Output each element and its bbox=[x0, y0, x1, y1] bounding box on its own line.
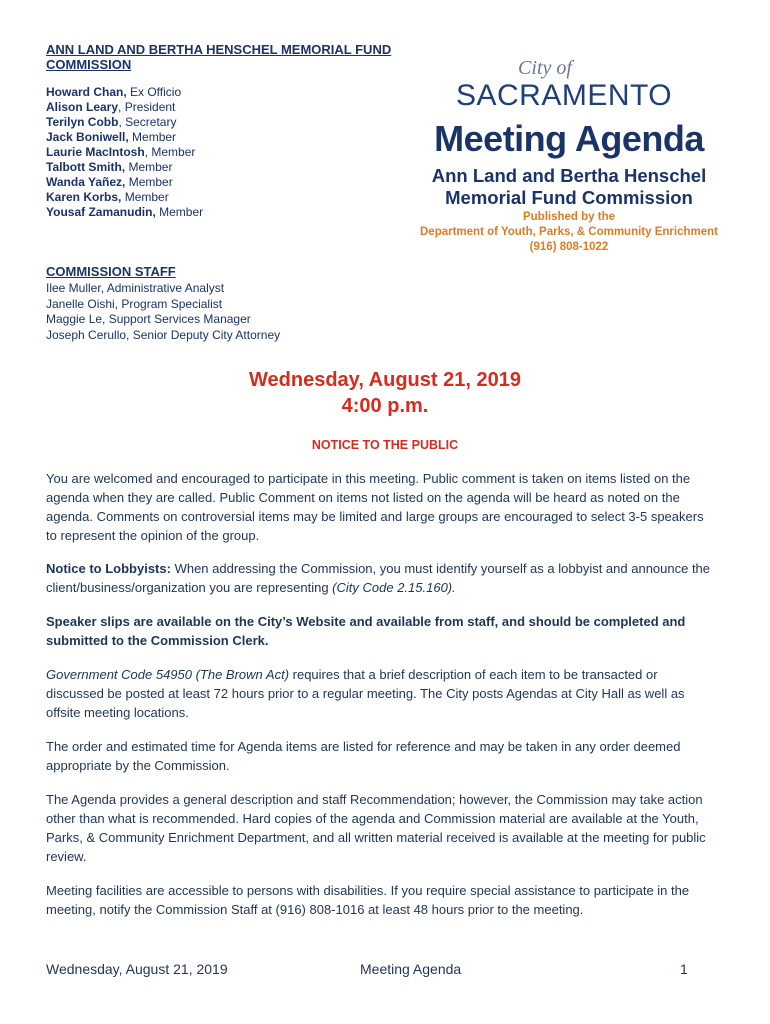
paragraph-description: The Agenda provides a general description and staff Recommendation; however, the Commission may take action other than what is recommended. Hard copies of the agenda and Commission material are available at the Youth, Parks, & Community Enrichment Department, and all written material received is available at the meeting for public review. bbox=[46, 792, 706, 864]
subtitle-line: Ann Land and Bertha Henschel bbox=[431, 165, 707, 186]
subtitle-line: Memorial Fund Commission bbox=[445, 187, 693, 208]
paragraph-brown-act bbox=[46, 665, 716, 722]
paragraph-accessibility: Meeting facilities are accessible to persons with disabilities. If you require special assistance to participate in the meeting, notify the Commission Staff at (916) 808-1016 at least 48 hours prior to the meeting. bbox=[46, 883, 690, 917]
paragraph-speaker-slips bbox=[46, 612, 716, 650]
member-name: Talbott Smith, bbox=[46, 160, 126, 174]
member-role: Member bbox=[125, 175, 173, 189]
published-by: Published by the bbox=[522, 211, 615, 223]
commission-heading: ANN LAND AND BERTHA HENSCHEL MEMORIAL FUND COMMISSION bbox=[46, 42, 392, 72]
member-name: Karen Korbs, bbox=[46, 190, 122, 204]
member-row bbox=[46, 85, 203, 100]
member-row bbox=[46, 100, 203, 115]
city-of-sacramento-logo bbox=[440, 57, 690, 117]
member-row bbox=[46, 205, 203, 220]
staff-item: Ilee Muller, Administrative Analyst bbox=[46, 281, 225, 295]
staff-heading: COMMISSION STAFF bbox=[46, 264, 176, 279]
member-role: Member bbox=[121, 190, 169, 204]
speaker-slips-text: Speaker slips are available on the City’s Website and available from staff, and should be completed and submitted to the Commission Clerk. bbox=[46, 614, 686, 648]
meeting-time: 4:00 p.m. bbox=[341, 395, 429, 417]
member-role: , Secretary bbox=[118, 115, 177, 129]
publisher-block bbox=[380, 210, 758, 255]
lobbyists-code: (City Code 2.15.160). bbox=[332, 580, 456, 595]
member-role: , President bbox=[118, 100, 176, 114]
member-role: Ex Officio bbox=[126, 85, 182, 99]
page-number: 1 bbox=[680, 961, 688, 977]
staff-item: Maggie Le, Support Services Manager bbox=[46, 312, 251, 326]
member-name: Laurie MacIntosh bbox=[46, 145, 145, 159]
member-role: Member bbox=[128, 130, 177, 144]
commission-members-list bbox=[46, 85, 203, 220]
member-role: Member bbox=[155, 205, 204, 219]
member-row bbox=[46, 145, 203, 160]
department-name: Department of Youth, Parks, & Community Enrichment bbox=[420, 226, 718, 238]
lobbyists-text: When addressing the Commission, you must identify yourself as a lobbyist and announce the client/business/organization you are representing bbox=[46, 561, 711, 595]
paragraph-welcome: You are welcomed and encouraged to participate in this meeting. Public comment is taken on items listed on the agenda when they are called. Public Comment on items not listed on the agenda will be heard as noted on the agenda. Comments on controversial items may be limited and large groups are encouraged to select 3-5 speakers to represent the opinion of the group. bbox=[46, 471, 704, 543]
brown-act-code: Government Code 54950 (The Brown Act) bbox=[46, 667, 290, 682]
member-row bbox=[46, 160, 203, 175]
footer-date: Wednesday, August 21, 2019 bbox=[46, 961, 228, 977]
brown-act-text: requires that a brief description of each item to be transacted or discussed be posted at least 72 hours prior to a regular meeting. The City posts Agendas at City Hall as well as offsite meeting locations. bbox=[46, 667, 685, 720]
staff-list bbox=[46, 281, 280, 343]
member-name: Alison Leary bbox=[46, 100, 119, 114]
member-row bbox=[46, 190, 203, 205]
member-row bbox=[46, 130, 203, 145]
notice-heading: NOTICE TO THE PUBLIC bbox=[311, 438, 459, 452]
lobbyists-label: Notice to Lobbyists: bbox=[46, 561, 171, 576]
member-name: Yousaf Zamanudin, bbox=[46, 205, 156, 219]
staff-item: Joseph Cerullo, Senior Deputy City Attorney bbox=[46, 327, 281, 342]
staff-item: Janelle Oishi, Program Specialist bbox=[46, 296, 223, 311]
footer-title: Meeting Agenda bbox=[360, 961, 462, 977]
page-title: Meeting Agenda bbox=[434, 118, 704, 159]
meeting-date: Wednesday, August 21, 2019 bbox=[249, 369, 521, 391]
paragraph-lobbyists bbox=[46, 559, 716, 597]
logo-sacramento: SACRAMENTO bbox=[456, 79, 673, 112]
member-name: Wanda Yañez, bbox=[46, 175, 126, 189]
paragraph-order: The order and estimated time for Agenda items are listed for reference and may be taken in any order deemed appropriate by the Commission. bbox=[46, 739, 681, 773]
logo-city-of: City of bbox=[518, 57, 572, 79]
member-name: Jack Boniwell, bbox=[46, 130, 129, 144]
member-role: Member bbox=[125, 160, 173, 174]
member-name: Howard Chan, bbox=[46, 85, 127, 99]
member-name: Terilyn Cobb bbox=[46, 115, 119, 129]
member-row bbox=[46, 115, 203, 130]
page-subtitle bbox=[380, 165, 758, 209]
member-role: , Member bbox=[144, 145, 196, 159]
department-phone: (916) 808-1022 bbox=[529, 241, 609, 253]
member-row bbox=[46, 175, 203, 190]
